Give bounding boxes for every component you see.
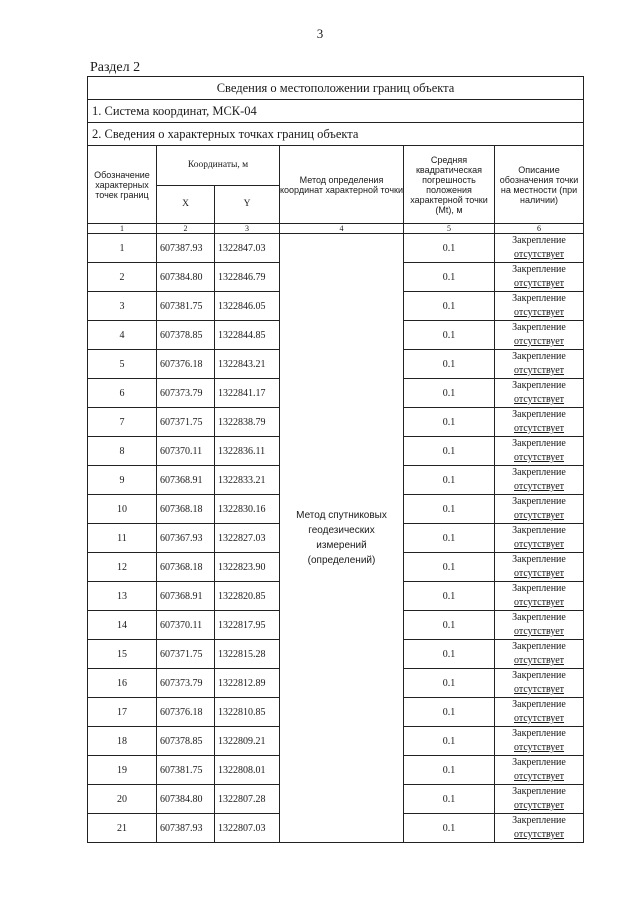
coord-y: 1322841.17 [215,379,280,408]
header-accuracy: Средняя квадратическая погрешность положения характерной точки (Mt), м [404,146,495,224]
column-number: 1 [88,224,157,234]
description-line: отсутствует [514,278,565,289]
description-cell [495,698,584,727]
coord-x: 607371.75 [157,408,215,437]
point-id: 1 [88,234,157,263]
coord-y: 1322846.79 [215,263,280,292]
description-line: Закрепление [512,438,566,449]
point-id: 21 [88,814,157,843]
header-coords: Координаты, м [157,146,280,186]
coord-y: 1322812.89 [215,669,280,698]
coord-x: 607381.75 [157,756,215,785]
description-line: отсутствует [514,394,565,405]
point-id: 7 [88,408,157,437]
accuracy-value: 0.1 [404,437,495,466]
coord-y: 1322817.95 [215,611,280,640]
accuracy-value: 0.1 [404,698,495,727]
accuracy-value: 0.1 [404,785,495,814]
description-line: Закрепление [512,699,566,710]
point-id: 5 [88,350,157,379]
page-number: 3 [316,26,324,41]
coord-x: 607368.91 [157,466,215,495]
description-cell [495,756,584,785]
points-heading-row: 2. Сведения о характерных точках границ объекта [88,123,584,146]
description-line: Закрепление [512,815,566,826]
point-id: 2 [88,263,157,292]
description-cell [495,553,584,582]
coord-x: 607387.93 [157,814,215,843]
description-line: Закрепление [512,525,566,536]
coord-y: 1322809.21 [215,727,280,756]
coord-y: 1322844.85 [215,321,280,350]
description-cell [495,611,584,640]
coord-y: 1322808.01 [215,756,280,785]
point-id: 12 [88,553,157,582]
point-id: 13 [88,582,157,611]
coord-x: 607373.79 [157,669,215,698]
coord-x: 607376.18 [157,698,215,727]
description-line: отсутствует [514,510,565,521]
description-line: Закрепление [512,380,566,391]
description-cell [495,640,584,669]
coord-x: 607368.18 [157,553,215,582]
description-cell [495,814,584,843]
point-id: 17 [88,698,157,727]
accuracy-value: 0.1 [404,379,495,408]
coord-y: 1322836.11 [215,437,280,466]
coord-y: 1322810.85 [215,698,280,727]
coord-y: 1322807.03 [215,814,280,843]
coord-x: 607367.93 [157,524,215,553]
point-id: 15 [88,640,157,669]
method-line: (определений) [307,555,376,566]
coord-x: 607384.80 [157,785,215,814]
description-cell [495,350,584,379]
description-line: Закрепление [512,496,566,507]
description-line: отсутствует [514,365,565,376]
accuracy-value: 0.1 [404,611,495,640]
accuracy-value: 0.1 [404,524,495,553]
description-cell [495,379,584,408]
method-line: измерений [316,540,367,551]
coord-y: 1322820.85 [215,582,280,611]
point-id: 4 [88,321,157,350]
description-line: Закрепление [512,235,566,246]
point-id: 20 [88,785,157,814]
description-cell [495,292,584,321]
method-line: геодезических [308,525,375,536]
description-cell [495,727,584,756]
coord-y: 1322815.28 [215,640,280,669]
description-line: отсутствует [514,713,565,724]
description-line: отсутствует [514,481,565,492]
point-id: 16 [88,669,157,698]
point-id: 8 [88,437,157,466]
coord-x: 607387.93 [157,234,215,263]
coord-y: 1322823.90 [215,553,280,582]
accuracy-value: 0.1 [404,814,495,843]
description-line: отсутствует [514,423,565,434]
table-title: Сведения о местоположении границ объекта [88,77,584,100]
description-cell [495,524,584,553]
accuracy-value: 0.1 [404,669,495,698]
description-cell [495,466,584,495]
description-cell [495,321,584,350]
coord-x: 607376.18 [157,350,215,379]
description-line: Закрепление [512,351,566,362]
description-line: отсутствует [514,626,565,637]
accuracy-value: 0.1 [404,495,495,524]
coord-y: 1322830.16 [215,495,280,524]
description-line: Закрепление [512,409,566,420]
description-cell [495,669,584,698]
coord-x: 607370.11 [157,611,215,640]
method-line: Метод спутниковых [296,510,387,521]
description-line: отсутствует [514,829,565,840]
description-line: Закрепление [512,467,566,478]
coord-y: 1322833.21 [215,466,280,495]
accuracy-value: 0.1 [404,640,495,669]
accuracy-value: 0.1 [404,263,495,292]
point-id: 6 [88,379,157,408]
description-line: Закрепление [512,293,566,304]
description-line: отсутствует [514,568,565,579]
description-line: отсутствует [514,539,565,550]
description-line: отсутствует [514,742,565,753]
column-number: 2 [157,224,215,234]
point-id: 18 [88,727,157,756]
coord-y: 1322846.05 [215,292,280,321]
coord-x: 607368.91 [157,582,215,611]
coord-x: 607378.85 [157,321,215,350]
description-line: Закрепление [512,612,566,623]
description-line: отсутствует [514,597,565,608]
point-id: 14 [88,611,157,640]
coord-x: 607370.11 [157,437,215,466]
coord-x: 607368.18 [157,495,215,524]
description-line: Закрепление [512,264,566,275]
coord-x: 607378.85 [157,727,215,756]
coord-x: 607371.75 [157,640,215,669]
point-id: 3 [88,292,157,321]
column-number: 4 [280,224,404,234]
coord-y: 1322843.21 [215,350,280,379]
coord-y: 1322827.03 [215,524,280,553]
description-line: отсутствует [514,336,565,347]
accuracy-value: 0.1 [404,466,495,495]
coord-y: 1322807.28 [215,785,280,814]
section-label: Раздел 2 [90,60,141,75]
coord-y: 1322847.03 [215,234,280,263]
description-line: Закрепление [512,786,566,797]
boundary-points-table [87,76,584,843]
point-id: 19 [88,756,157,785]
description-line: отсутствует [514,249,565,260]
description-line: Закрепление [512,641,566,652]
description-line: отсутствует [514,800,565,811]
point-id: 11 [88,524,157,553]
description-line: отсутствует [514,771,565,782]
accuracy-value: 0.1 [404,553,495,582]
accuracy-value: 0.1 [404,408,495,437]
description-cell [495,263,584,292]
header-x: X [157,186,215,224]
accuracy-value: 0.1 [404,727,495,756]
description-cell [495,408,584,437]
description-line: отсутствует [514,684,565,695]
coord-x: 607373.79 [157,379,215,408]
description-cell [495,234,584,263]
column-number: 6 [495,224,584,234]
description-cell [495,582,584,611]
column-number: 3 [215,224,280,234]
description-line: Закрепление [512,322,566,333]
description-line: отсутствует [514,307,565,318]
description-line: Закрепление [512,757,566,768]
coord-y: 1322838.79 [215,408,280,437]
coord-system-row: 1. Система координат, МСК-04 [88,100,584,123]
description-cell [495,495,584,524]
accuracy-value: 0.1 [404,582,495,611]
description-line: Закрепление [512,728,566,739]
description-line: Закрепление [512,554,566,565]
description-line: Закрепление [512,583,566,594]
accuracy-value: 0.1 [404,234,495,263]
column-number: 5 [404,224,495,234]
coord-x: 607384.80 [157,263,215,292]
accuracy-value: 0.1 [404,350,495,379]
description-line: отсутствует [514,452,565,463]
description-line: отсутствует [514,655,565,666]
header-point-id: Обозначение характерных точек границ [88,146,157,224]
accuracy-value: 0.1 [404,756,495,785]
method-cell [280,234,404,843]
accuracy-value: 0.1 [404,292,495,321]
header-method: Метод определения координат характерной точки [280,146,404,224]
accuracy-value: 0.1 [404,321,495,350]
table-row [88,234,584,263]
description-cell [495,437,584,466]
point-id: 10 [88,495,157,524]
column-number-row [88,224,584,234]
description-cell [495,785,584,814]
description-line: Закрепление [512,670,566,681]
point-id: 9 [88,466,157,495]
header-description: Описание обозначения точки на местности (при наличии) [495,146,584,224]
header-y: Y [215,186,280,224]
coord-x: 607381.75 [157,292,215,321]
